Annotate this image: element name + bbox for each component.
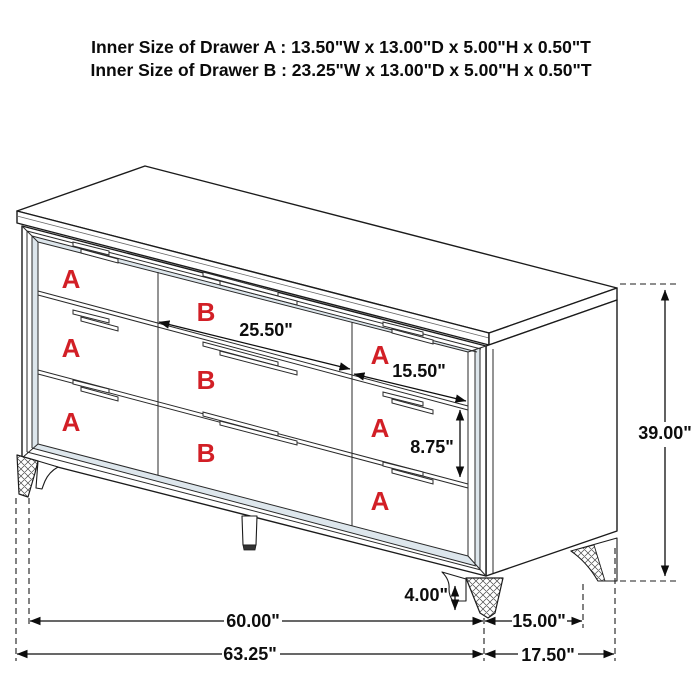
dim-b-front-width: 25.50"	[239, 320, 293, 340]
drawer-label: A	[370, 340, 390, 370]
drawer-label: A	[370, 486, 390, 516]
side-face	[486, 300, 617, 576]
drawer-label: B	[196, 438, 216, 468]
drawer-label: A	[370, 413, 390, 443]
drawer-label: B	[196, 297, 216, 327]
molding-strip-right	[475, 348, 480, 570]
dim-total-height: 39.00"	[638, 423, 692, 443]
dim-leg-span-depth: 15.00"	[512, 611, 566, 631]
center-leg	[242, 516, 257, 545]
drawer-label: A	[61, 333, 81, 363]
center-leg-foot	[243, 545, 256, 550]
dim-a-front-width: 15.50"	[392, 361, 446, 381]
dim-leg-span-width: 60.00"	[226, 611, 280, 631]
dim-leg-height: 4.00"	[404, 585, 448, 605]
molding-strip-left	[32, 236, 38, 448]
drawer-b-spec: Inner Size of Drawer B : 23.25"W x 13.00"D x 5.00"H x 0.50"T	[90, 60, 592, 80]
dim-total-width: 63.25"	[223, 644, 277, 664]
drawer-label: B	[196, 365, 216, 395]
drawer-label: A	[61, 264, 81, 294]
front-right-leg	[466, 578, 503, 618]
dim-drawer-front-height: 8.75"	[410, 437, 454, 457]
dim-total-depth: 17.50"	[521, 645, 575, 665]
front-left-leg	[17, 455, 38, 497]
drawer-a-spec: Inner Size of Drawer A : 13.50"W x 13.00"D x 5.00"H x 0.50"T	[91, 37, 591, 57]
drawer-label: A	[61, 407, 81, 437]
